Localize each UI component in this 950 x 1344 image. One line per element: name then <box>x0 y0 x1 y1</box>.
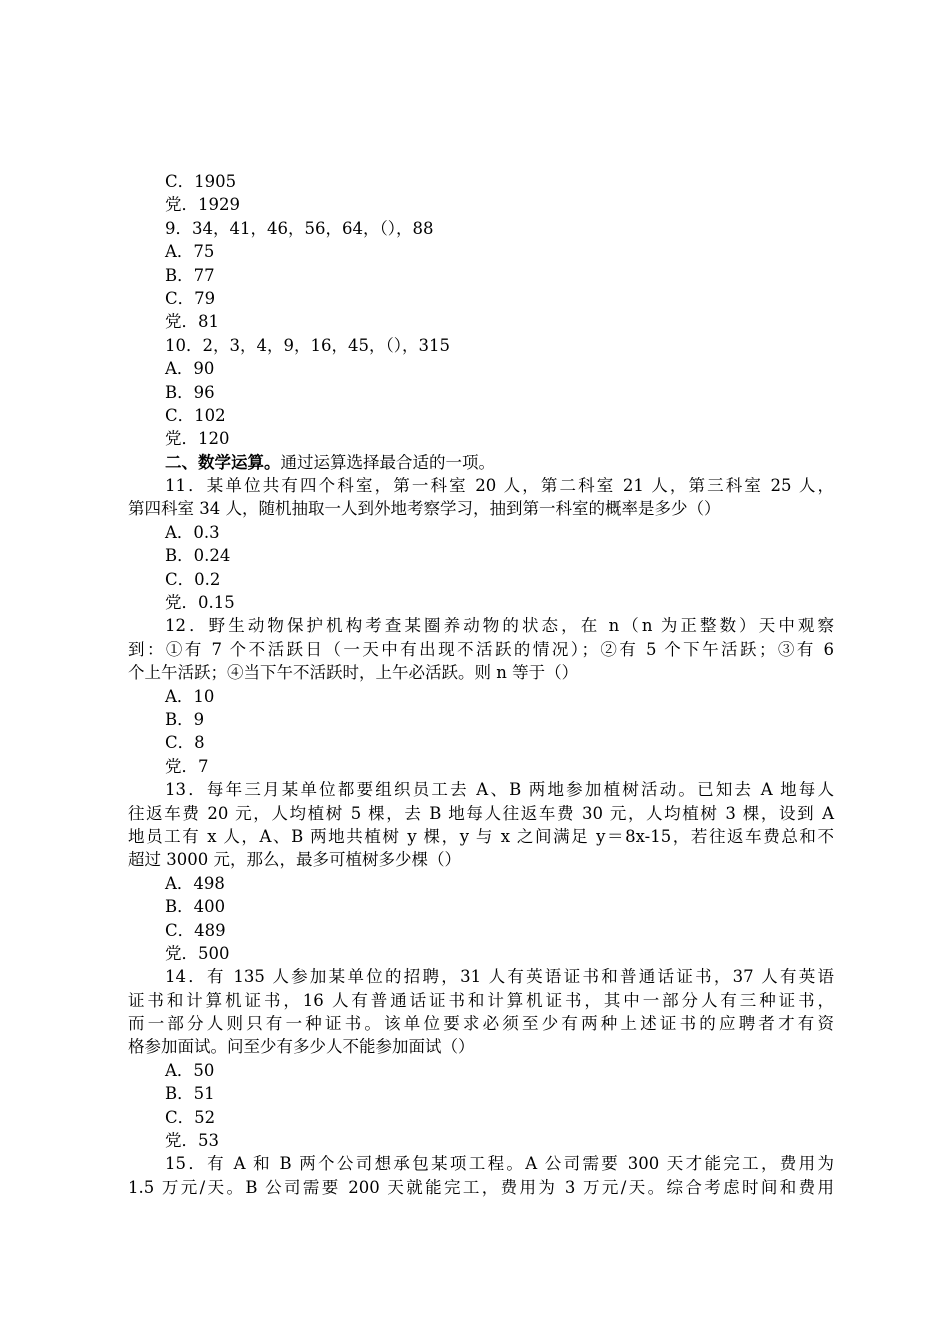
question-line: 到：①有 7 个不活跃日（一天中有出现不活跃的情况）；②有 5 个下午活跃；③有 6 <box>128 639 834 659</box>
option-line: C．79 <box>165 288 216 308</box>
option-line: C．0.2 <box>165 569 221 589</box>
option-line: A．90 <box>165 359 215 379</box>
question-line: 第四科室 34 人，随机抽取一人到外地考察学习，抽到第一科室的概率是多少（） <box>128 499 721 519</box>
option-line: A．75 <box>165 242 215 262</box>
question-line: 往返车费 20 元，人均植树 5 棵，去 B 地每人往返车费 30 元，人均植树 3 棵，设到 A <box>128 803 834 823</box>
section-title: 二、数学运算。 <box>165 452 281 472</box>
option-line: B．51 <box>165 1084 215 1104</box>
option-line: C．52 <box>165 1107 216 1127</box>
section-heading <box>128 451 834 474</box>
option-line: 党．1929 <box>165 195 240 215</box>
question-line: 1.5 万元/天。B 公司需要 200 天就能完工，费用为 3 万元/天。综合考虑时间和费用 <box>128 1177 834 1197</box>
question-line: 超过 3000 元，那么，最多可植树多少棵（） <box>128 850 461 870</box>
option-line: 党．120 <box>165 429 230 449</box>
question-line: 12．野生动物保护机构考查某圈养动物的状态，在 n（n 为正整数）天中观察 <box>165 616 834 636</box>
option-line: A．50 <box>165 1060 215 1080</box>
question-line: 证书和计算机证书，16 人有普通话证书和计算机证书，其中一部分人有三种证书， <box>128 990 834 1010</box>
question-line: 个上午活跃；④当下午不活跃时，上午必活跃。则 n 等于（） <box>128 663 579 683</box>
section-instruction: 通过运算选择最合适的一项。 <box>280 452 495 472</box>
question-line: 15．有 A 和 B 两个公司想承包某项工程。A 公司需要 300 天才能完工，费用为 <box>165 1154 834 1174</box>
question-line: 14．有 135 人参加某单位的招聘，31 人有英语证书和普通话证书，37 人有英语 <box>165 967 834 987</box>
option-line: B．0.24 <box>165 546 231 566</box>
question-line: 13．每年三月某单位都要组织员工去 A、B 两地参加植树活动。已知去 A 地每人 <box>165 780 834 800</box>
question-line: 格参加面试。问至少有多少人不能参加面试（） <box>128 1037 475 1057</box>
question-line: 地员工有 x 人，A、B 两地共植树 y 棵，y 与 x 之间满足 y＝8x-15，若往返车费总和不 <box>128 826 834 846</box>
document-body <box>128 170 834 1199</box>
option-line: 党．53 <box>165 1131 219 1151</box>
option-line: B．77 <box>165 265 215 285</box>
option-line: 党．500 <box>165 943 230 963</box>
question-line: 11．某单位共有四个科室，第一科室 20 人，第二科室 21 人，第三科室 25 人， <box>165 476 834 496</box>
option-line: A．0.3 <box>165 522 220 542</box>
option-line: 党．0.15 <box>165 593 235 613</box>
option-line: 9．34，41，46，56，64，（），88 <box>165 218 434 238</box>
option-line: 党．81 <box>165 312 219 332</box>
option-line: B．96 <box>165 382 215 402</box>
option-line: C．489 <box>165 920 226 940</box>
option-line: 10．2，3，4，9，16，45，（），315 <box>165 335 450 355</box>
option-line: B．400 <box>165 897 226 917</box>
option-line: A．10 <box>165 686 215 706</box>
option-line: C．102 <box>165 405 226 425</box>
option-line: 党．7 <box>165 756 209 776</box>
option-line: C．1905 <box>165 172 237 191</box>
option-line: B．9 <box>165 709 205 729</box>
question-line: 而一部分人则只有一种证书。该单位要求必须至少有两种上述证书的应聘者才有资 <box>128 1014 834 1034</box>
option-line: A．498 <box>165 873 225 893</box>
option-line: C．8 <box>165 733 205 753</box>
